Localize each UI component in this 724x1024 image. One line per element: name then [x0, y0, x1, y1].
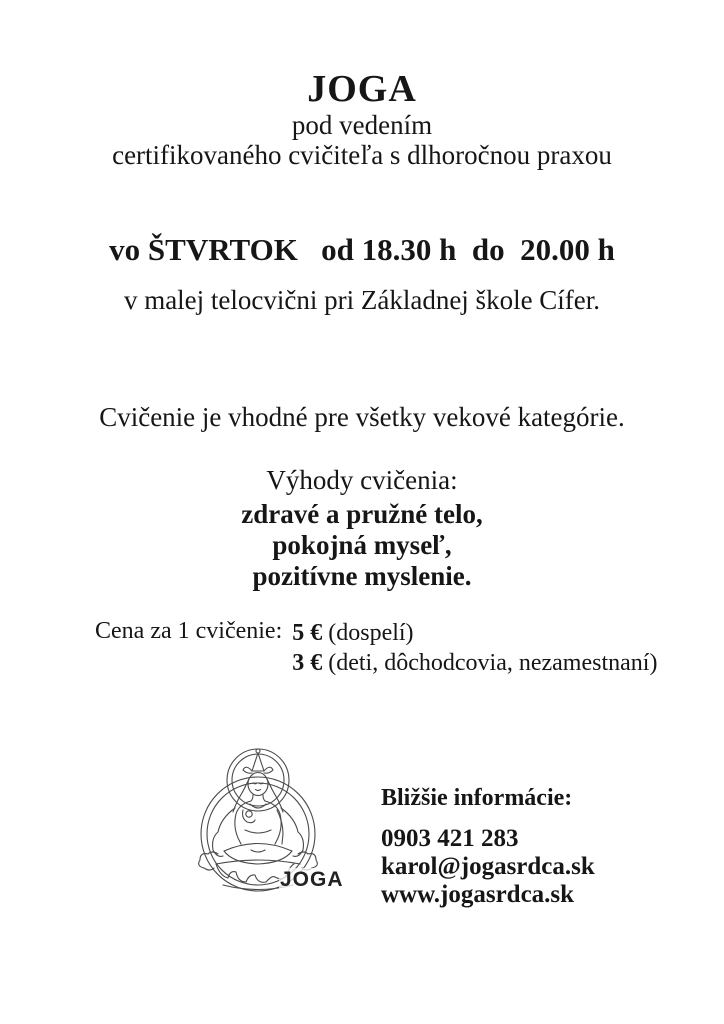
benefits-section [0, 465, 724, 592]
subtitle-line-1: pod vedením [291, 110, 433, 140]
price-audience: (dospelí) [328, 620, 414, 646]
price-row [292, 648, 657, 678]
price-audience: (deti, dôchodcovia, nezamestnaní) [328, 650, 658, 676]
pricing-label: Cena za 1 cvičenie: [95, 618, 283, 644]
contact-heading: Bližšie informácie: [381, 785, 573, 811]
schedule-section [0, 232, 724, 316]
price-amount: 3 € [292, 650, 323, 676]
benefit-item: zdravé a pružné telo, [241, 499, 483, 529]
logo-caption: JOGA [280, 868, 344, 891]
benefits-heading: Výhody cvičenia: [266, 465, 458, 495]
suitability-text: Cvičenie je vhodné pre všetky vekové kategórie. [99, 402, 625, 432]
schedule-time: vo ŠTVRTOK od 18.30 h do 20.00 h [109, 232, 615, 267]
pricing-list [292, 618, 657, 678]
flyer-header [0, 68, 724, 170]
contact-email: karol@jogasrdca.sk [381, 853, 595, 880]
page-title: JOGA [307, 68, 417, 110]
price-row [292, 618, 657, 648]
contact-phone: 0903 421 283 [381, 825, 519, 852]
buddha-illustration [183, 738, 344, 895]
schedule-location: v malej telocvični pri Základnej škole Cífer. [123, 285, 601, 315]
benefit-item: pokojná myseľ, [272, 530, 452, 560]
benefit-item: pozitívne myslenie. [252, 561, 472, 591]
contact-info [381, 785, 595, 909]
contact-website: www.jogasrdca.sk [381, 881, 575, 908]
pricing-section [95, 618, 657, 678]
price-amount: 5 € [292, 620, 323, 646]
subtitle-line-2: certifikovaného cvičiteľa s dlhoročnou praxou [112, 140, 612, 170]
